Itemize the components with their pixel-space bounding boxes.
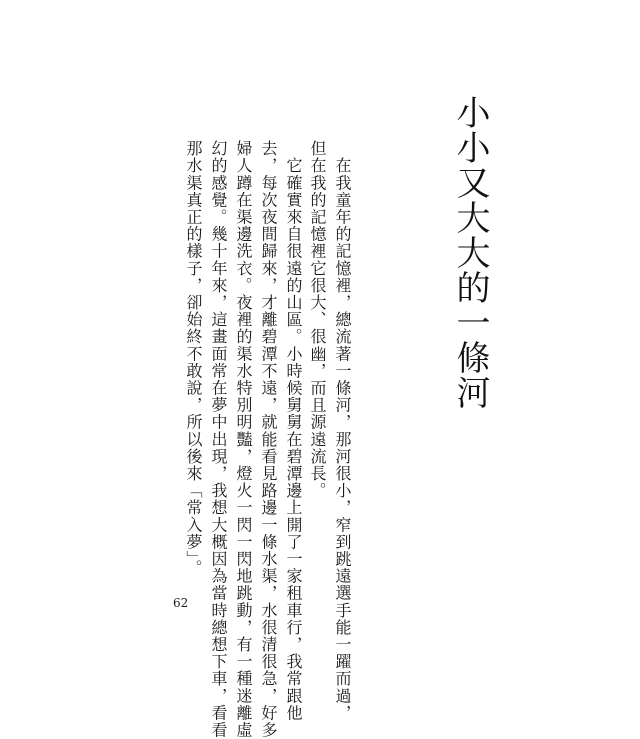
- chapter-title: 小小又大大的一條河: [450, 95, 490, 410]
- text-column-4: 去，每次夜間歸來，才離碧潭不遠，就能看見路邊一條水渠，水很清很急，好多: [259, 140, 278, 739]
- page-number: 62: [173, 596, 189, 610]
- text-column-2: 但在我的記憶裡它很大、很幽，而且源遠流長。: [308, 140, 327, 500]
- text-column-5: 婦人蹲在渠邊洗衣。夜裡的渠水特別明豔，燈火一閃一閃地跳動，有一種迷離虛: [234, 140, 253, 739]
- text-column-1: 在我童年的記憶裡，總流著一條河，那河很小，窄到跳遠選手能一躍而過，: [333, 140, 352, 722]
- text-column-6: 幻的感覺。幾十年來，這畫面常在夢中出現，我想大概因為當時總想下車，看看: [209, 140, 228, 739]
- text-column-7: 那水渠真正的樣子，卻始終不敢說，所以後來「常入夢」。: [184, 140, 203, 577]
- text-column-3: 它確實來自很遠的山區。小時候舅舅在碧潭邊上開了一家租車行，我常跟他: [284, 140, 303, 722]
